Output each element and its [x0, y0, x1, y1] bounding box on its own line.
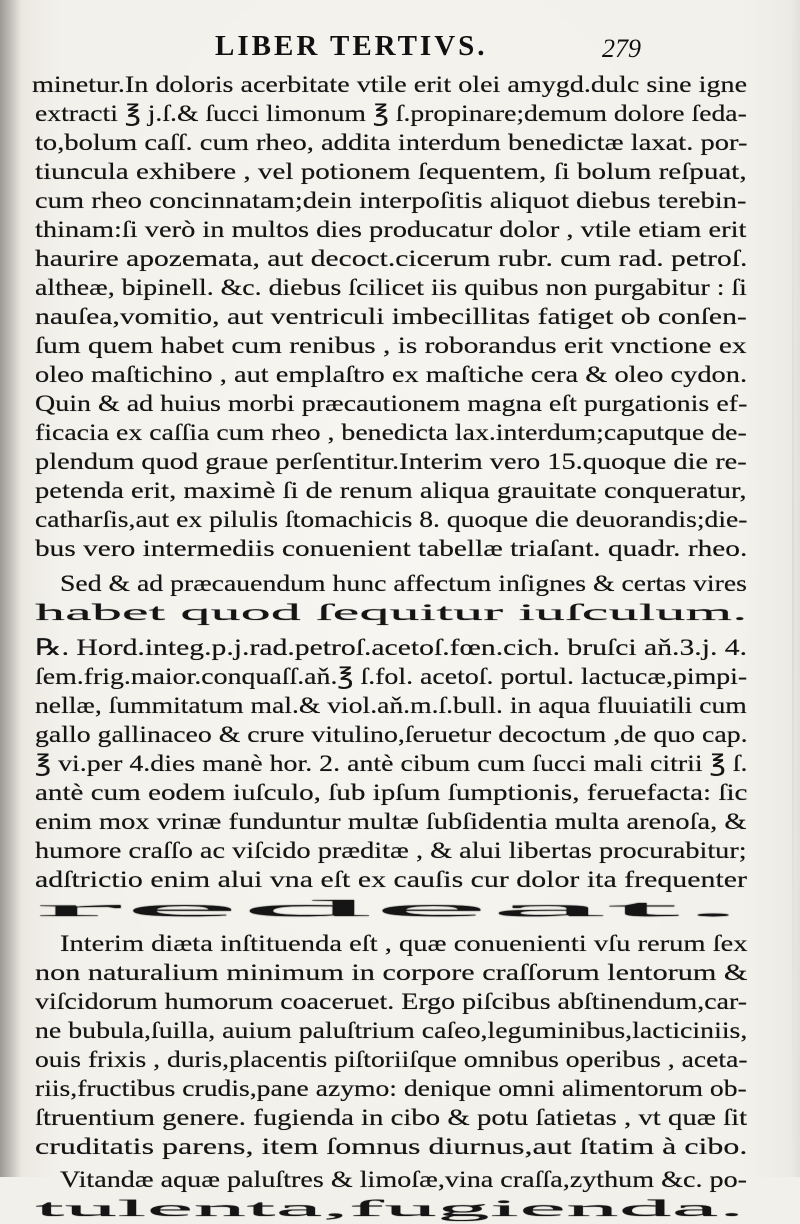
text-line: haurire apozemata, aut decoct.cicerum rubr. cum rad. petroſ.	[35, 246, 748, 271]
text-line: cruditatis parens, item ſomnus diurnus,aut ſtatim à cibo.	[35, 1134, 748, 1159]
text-line: nellæ, ſummitatum mal.& viol.aň.m.ſ.bull. in aqua fluuiatili cum	[35, 693, 747, 718]
text-line: adſtrictio enim alui vna eſt ex cauſis cur dolor ita frequenter	[35, 867, 747, 892]
text-line: bus vero intermediis conuenient tabellæ triaſant. quadr. rheo.	[35, 536, 748, 561]
page-number: 279	[602, 34, 641, 63]
text-line: ſum quem habet cum renibus , is roborandus erit vnctione ex	[35, 333, 747, 358]
text-line: Quin & ad huius morbi præcautionem magna eſt purgationis ef-	[35, 391, 748, 416]
text-line: ficacia ex caſſia cum rheo , benedicta lax.interdum;caputque de-	[35, 420, 747, 445]
page-header	[0, 30, 800, 70]
text-line: oleo maſtichino , aut emplaſtro ex maſtiche cera & oleo cydon.	[35, 362, 748, 387]
text-line: petenda erit, maximè ſi de renum aliqua grauitate conqueratur,	[35, 478, 747, 503]
text-line: habet quod ſequitur iuſculum.	[35, 600, 748, 625]
text-line: Sed & ad præcauendum hunc affectum inſignes & certas vires	[60, 571, 747, 596]
text-line: gallo gallinaceo & crure vitulino,ſeruetur decoctum ,de quo cap.	[35, 722, 748, 747]
text-line: viſcidorum humorum coaceruet. Ergo piſcibus abſtinendum,car-	[35, 989, 748, 1014]
text-line: tulenta,fugienda.	[35, 1196, 745, 1221]
text-line: ℥ vi.per 4.dies manè hor. 2. antè cibum cum ſucci mali citrii ℥ ſ.	[35, 751, 748, 776]
text-line: ſtruentium genere. fugienda in cibo & potu ſatietas , vt quæ ſit	[35, 1105, 748, 1130]
text-line: ne bubula,ſuilla, auium paluſtrium caſeo,leguminibus,lacticiniis,	[35, 1018, 748, 1043]
text-line: humore craſſo ac viſcido præditæ , & alui libertas procurabitur;	[35, 838, 747, 863]
text-line: plendum quod graue perſentitur.Interim vero 15.quoque die re-	[35, 449, 747, 474]
text-line: extracti ℥ j.ſ.& ſucci limonum ℥ ſ.propinare;demum dolore ſeda-	[35, 101, 747, 126]
text-line: antè cum eodem iuſculo, ſub ipſum ſumptionis, feruefacta: ſic	[35, 780, 748, 805]
text-line: cum rheo concinnatam;dein interpoſitis aliquot diebus terebin-	[35, 188, 747, 213]
text-line: minetur.In doloris acerbitate vtile erit olei amygd.dulc sine igne	[32, 72, 748, 97]
text-line: non naturalium minimum in corpore craſſorum lentorum &	[35, 960, 748, 985]
text-line: ſem.frig.maior.conquaſſ.aň.℥ ſ.fol. acetoſ. portul. lactucæ,pimpi-	[35, 664, 748, 689]
binding-shadow	[0, 0, 22, 1177]
text-line: nauſea,vomitio, aut ventriculi imbecillitas fatiget ob conſen-	[35, 304, 747, 329]
text-line: catharſis,aut ex pilulis ſtomachicis 8. quoque die deuorandis;die-	[35, 507, 748, 532]
text-line: Vitandæ aquæ paluſtres & limoſæ,vina craſſa,zythum &c. po-	[60, 1167, 748, 1192]
text-line: riis,fructibus crudis,pane azymo: denique omni alimentorum ob-	[35, 1076, 747, 1101]
text-line: redeat.	[35, 896, 747, 921]
text-line: to,bolum caſſ. cum rheo, addita interdum benedictæ laxat. por-	[35, 130, 748, 155]
running-title: LIBER TERTIVS.	[215, 30, 488, 62]
text-line: ouis frixis , duris,placentis piſtoriiſque omnibus operibus , aceta-	[35, 1047, 748, 1072]
text-line: thinam:ſi verò in multos dies producatur dolor , vtile etiam erit	[35, 217, 747, 242]
page-edge	[792, 0, 794, 1177]
text-line: Interim diæta inſtituenda eſt , quæ conuenienti vſu rerum ſex	[60, 931, 748, 956]
text-line: tiuncula exhibere , vel potionem ſequentem, ſi bolum reſpuat,	[35, 159, 747, 184]
text-line: ℞. Hord.integ.p.j.rad.petroſ.acetoſ.fœn.cich. bruſci aň.3.j. 4.	[35, 635, 748, 660]
text-line: altheæ, bipinell. &c. diebus ſcilicet iis quibus non purgabitur : ſi	[35, 275, 747, 300]
text-line: enim mox vrinæ funduntur multæ ſubſidentia multa arenoſa, &	[35, 809, 747, 834]
